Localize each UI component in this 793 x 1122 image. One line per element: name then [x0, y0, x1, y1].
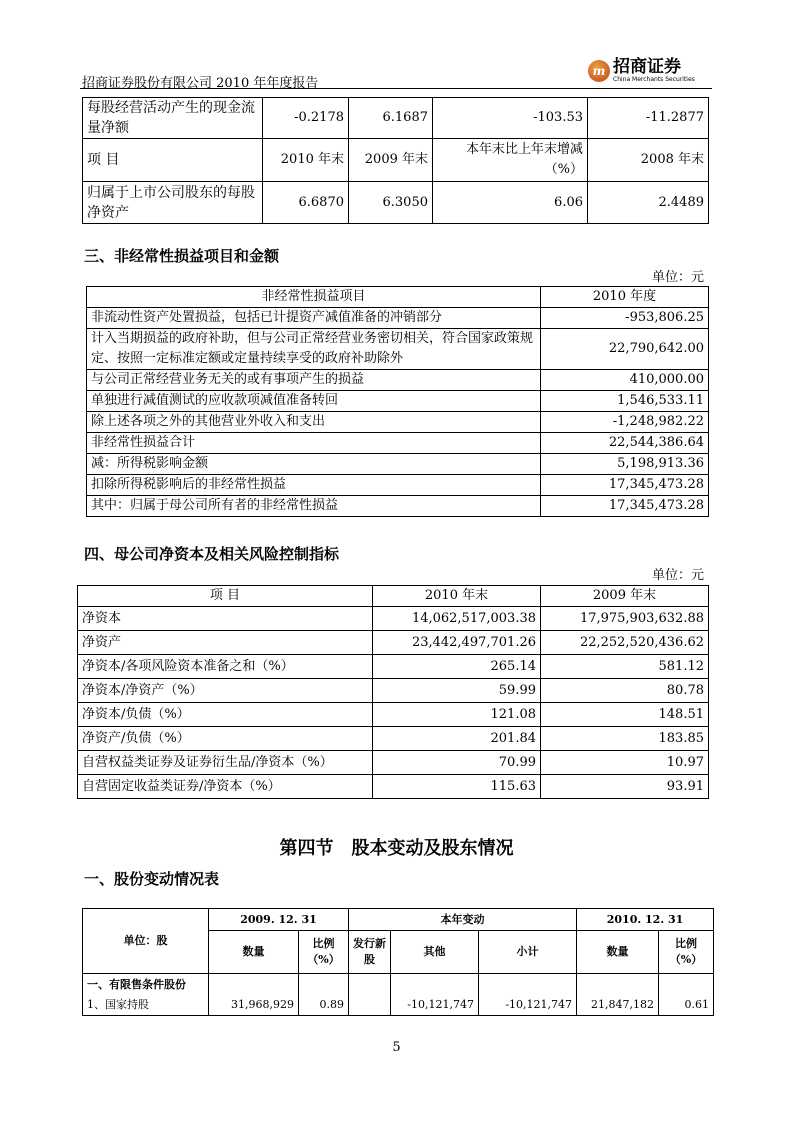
unit-label: 单位：元 [652, 568, 705, 583]
table-row [78, 679, 709, 703]
row-label: 自营权益类证券及证券衍生品/净资本（%） [78, 751, 373, 775]
logo-text: 招商证券 [613, 57, 681, 77]
column-header-change: 本年变动 [349, 909, 577, 931]
table-row [87, 475, 709, 496]
cell: 17,345,473.28 [541, 475, 709, 496]
row-label: 净资本 [78, 607, 373, 631]
table-header-row [83, 139, 709, 182]
cell: 6.6870 [263, 182, 349, 224]
column-header: 发行新股 [349, 931, 391, 974]
table-row [87, 496, 709, 517]
cell: 410,000.00 [541, 370, 709, 391]
section-title: 一、股份变动情况表 [84, 870, 220, 888]
company-logo [588, 58, 695, 83]
cell: 201.84 [373, 727, 541, 751]
cell: 93.91 [541, 775, 709, 799]
section-title: 四、母公司净资本及相关风险控制指标 [84, 545, 340, 563]
cell: 59.99 [373, 679, 541, 703]
table-row [87, 370, 709, 391]
cell: 6.1687 [349, 98, 433, 139]
table-row [87, 433, 709, 454]
cell: 6.3050 [349, 182, 433, 224]
cell: 5,198,913.36 [541, 454, 709, 475]
row-label: 非流动性资产处置损益，包括已计提资产减值准备的冲销部分 [87, 308, 541, 329]
logo-icon: m [588, 60, 610, 82]
cell: 17,345,473.28 [541, 496, 709, 517]
table-row [83, 996, 714, 1016]
table-row [87, 308, 709, 329]
table-row [78, 727, 709, 751]
cell: 183.85 [541, 727, 709, 751]
row-label: 净资产 [78, 631, 373, 655]
group-label: 一、有限售条件股份 [83, 974, 209, 996]
cell: 31,968,929 [209, 996, 299, 1016]
row-label: 自营固定收益类证券/净资本（%） [78, 775, 373, 799]
non-recurring-items-table [86, 286, 709, 517]
column-header: 数量 [577, 931, 659, 974]
row-label: 净资产/负债（%） [78, 727, 373, 751]
unit-header: 单位：股 [83, 909, 209, 974]
cell: 17,975,903,632.88 [541, 607, 709, 631]
table-row [87, 329, 709, 370]
cell: 2.4489 [588, 182, 709, 224]
cell: 80.78 [541, 679, 709, 703]
cell: -10,121,747 [479, 996, 577, 1016]
table-row [83, 974, 714, 996]
row-label: 减：所得税影响金额 [87, 454, 541, 475]
unit-label: 单位：元 [652, 270, 705, 285]
row-label: 净资本/净资产（%） [78, 679, 373, 703]
cell: 10.97 [541, 751, 709, 775]
cell: 6.06 [433, 182, 588, 224]
column-header: 2009 年末 [541, 586, 709, 607]
column-header: 其他 [391, 931, 479, 974]
column-header: 项 目 [78, 586, 373, 607]
cell: 265.14 [373, 655, 541, 679]
cell: 581.12 [541, 655, 709, 679]
column-header-2010: 2010. 12. 31 [577, 909, 714, 931]
row-label: 1、国家持股 [83, 996, 209, 1016]
cell: 0.61 [659, 996, 714, 1016]
column-header: 2010 年末 [263, 139, 349, 182]
column-header: 小计 [479, 931, 577, 974]
share-change-table [82, 908, 714, 1016]
cell: 23,442,497,701.26 [373, 631, 541, 655]
column-header: 2010 年末 [373, 586, 541, 607]
cell: -1,248,982.22 [541, 412, 709, 433]
column-header: 项 目 [83, 139, 263, 182]
column-header: 2008 年末 [588, 139, 709, 182]
cell: -10,121,747 [391, 996, 479, 1016]
cell: 22,790,642.00 [541, 329, 709, 370]
cell: -11.2877 [588, 98, 709, 139]
row-label: 每股经营活动产生的现金流量净额 [83, 98, 263, 139]
row-label: 净资本/各项风险资本准备之和（%） [78, 655, 373, 679]
column-header: 2009 年末 [349, 139, 433, 182]
row-label: 除上述各项之外的其他营业外收入和支出 [87, 412, 541, 433]
cell: 21,847,182 [577, 996, 659, 1016]
row-label: 计入当期损益的政府补助，但与公司正常经营业务密切相关，符合国家政策规定、按照一定标准定额或定量持续享受的政府补助除外 [87, 329, 541, 370]
per-share-table [82, 97, 709, 224]
table-row [78, 751, 709, 775]
column-header-2009: 2009. 12. 31 [209, 909, 349, 931]
cell: -953,806.25 [541, 308, 709, 329]
row-label: 非经常性损益合计 [87, 433, 541, 454]
cell: 115.63 [373, 775, 541, 799]
cell: -0.2178 [263, 98, 349, 139]
cell: 22,544,386.64 [541, 433, 709, 454]
table-header-row [78, 586, 709, 607]
cell: 14,062,517,003.38 [373, 607, 541, 631]
row-label: 其中：归属于母公司所有者的非经常性损益 [87, 496, 541, 517]
row-label: 归属于上市公司股东的每股净资产 [83, 182, 263, 224]
cell [349, 996, 391, 1016]
cell: 22,252,520,436.62 [541, 631, 709, 655]
cell: 0.89 [299, 996, 349, 1016]
column-header: 数量 [209, 931, 299, 974]
net-capital-table [77, 585, 709, 799]
table-row [78, 775, 709, 799]
table-row [78, 607, 709, 631]
section-title: 三、非经常性损益项目和金额 [84, 247, 280, 265]
row-label: 扣除所得税影响后的非经常性损益 [87, 475, 541, 496]
column-header: 比例（%） [659, 931, 714, 974]
table-row [78, 703, 709, 727]
cell: 121.08 [373, 703, 541, 727]
cell: 1,546,533.11 [541, 391, 709, 412]
page-number: 5 [392, 1040, 401, 1055]
table-header-row [87, 287, 709, 308]
table-row [83, 182, 709, 224]
row-label: 与公司正常经营业务无关的或有事项产生的损益 [87, 370, 541, 391]
cell: 148.51 [541, 703, 709, 727]
chapter-title: 第四节 股本变动及股东情况 [279, 838, 514, 859]
table-row [87, 391, 709, 412]
cell: 70.99 [373, 751, 541, 775]
table-row [78, 655, 709, 679]
report-header-title: 招商证券股份有限公司 2010 年年度报告 [82, 76, 319, 91]
column-header: 非经常性损益项目 [87, 287, 541, 308]
row-label: 净资本/负债（%） [78, 703, 373, 727]
row-label: 单独进行减值测试的应收款项减值准备转回 [87, 391, 541, 412]
column-header: 比例（%） [299, 931, 349, 974]
header-divider [80, 88, 712, 89]
table-row [78, 631, 709, 655]
column-header: 本年末比上年末增减（%） [433, 139, 588, 182]
cell: -103.53 [433, 98, 588, 139]
logo-subtext: China Merchants Securities [613, 76, 695, 83]
table-row [83, 98, 709, 139]
table-row [87, 454, 709, 475]
column-header: 2010 年度 [541, 287, 709, 308]
table-row [87, 412, 709, 433]
